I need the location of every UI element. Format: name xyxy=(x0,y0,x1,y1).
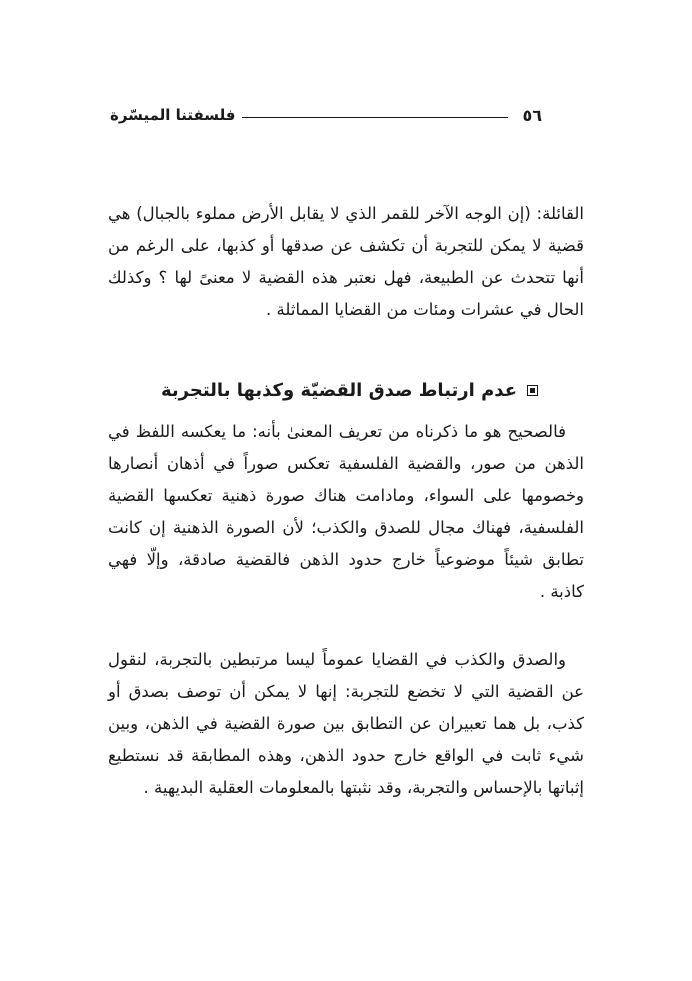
header-rule xyxy=(242,117,509,118)
page-number: ٥٦ xyxy=(522,105,542,125)
paragraph-3: والصدق والكذب في القضايا عموماً ليسا مرتبطين بالتجربة، لنقول عن القضية التي لا تخضع للتجربة: إنها لا يمكن أن توصف بصدق أو كذب، بل هما تعبيران عن التطابق بين صورة القضية في الذهن، وبين شيء ثابت في الواقع خارج حدود الذهن، وهذه المطابقة قد نستطيع إثباتها بالإحساس والتجربة، وقد نثبتها بالمعلومات العقلية البديهية . xyxy=(108,650,584,797)
paragraph-1: القائلة: (إن الوجه الآخر للقمر الذي لا يقابل الأرض مملوء بالجبال) هي قضية لا يمكن للتجربة أن تكشف عن صدقها أو كذبها، على الرغم من أنها تتحدث عن الطبيعة، فهل نعتبر هذه القضية لا معنىً لها ؟ وكذلك الحال في عشرات ومئات من القضايا المماثلة . xyxy=(108,204,584,319)
section-heading xyxy=(108,380,538,401)
section-heading-text: عدم ارتباط صدق القضيّة وكذبها بالتجربة xyxy=(160,380,517,401)
paragraph-2: فالصحيح هو ما ذكرناه من تعريف المعنىٰ بأنه: ما يعكسه اللفظ في الذهن من صور، والقضية الفلسفية تعكس صوراً في أذهان أنصارها وخصومها على السواء، ومادامت هناك صورة ذهنية تعكسها القضية الفلسفية، فهناك مجال للصدق والكذب؛ لأن الصورة الذهنية إن كانت تطابق شيئاً موضوعياً خارج حدود الذهن فالقضية صادقة، وإلّا فهي كاذبة . xyxy=(108,422,584,601)
book-title: فلسفتنا الميسّرة xyxy=(110,106,236,124)
running-header xyxy=(110,102,542,128)
square-bullet-icon xyxy=(527,385,538,396)
